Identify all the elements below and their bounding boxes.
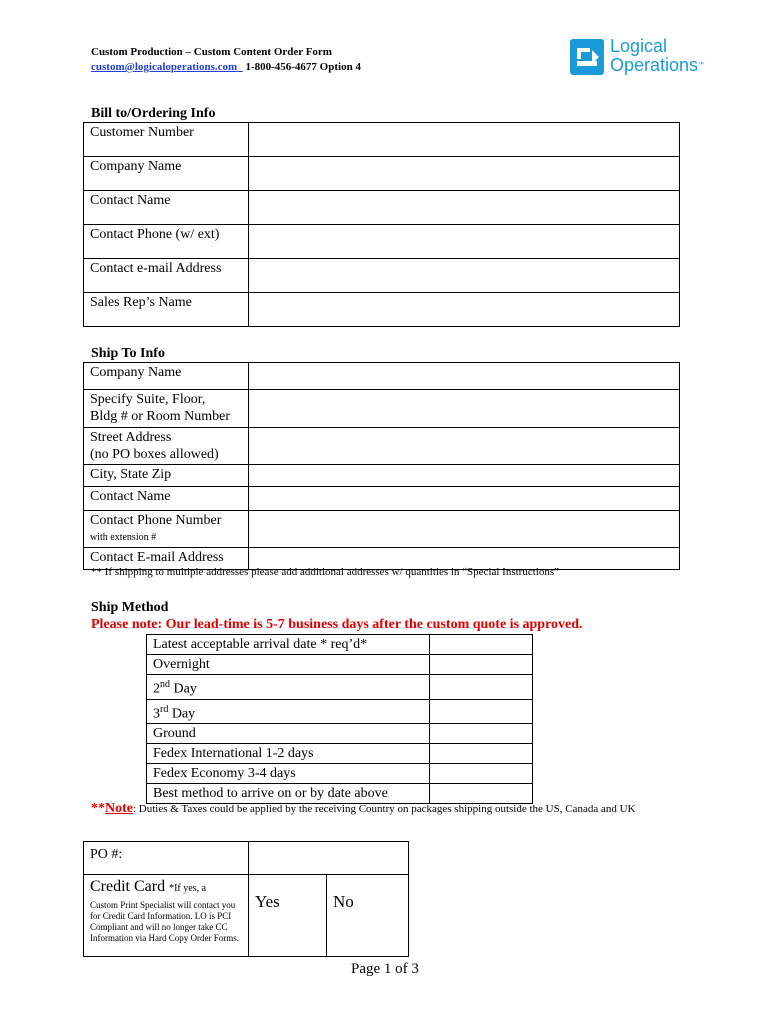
- phone-label-1: Contact Phone Number: [90, 513, 222, 528]
- table-row: [84, 428, 680, 465]
- ship-option-label: Fedex International 1-2 days: [147, 744, 430, 764]
- ship-method-heading: Ship Method: [91, 600, 169, 615]
- field-label: Contact E-mail Address: [84, 548, 249, 570]
- table-row: [147, 675, 533, 700]
- logo-line1: Logical: [610, 36, 668, 56]
- table-row: [84, 293, 680, 327]
- field-label: City, State Zip: [84, 465, 249, 487]
- second-day-field[interactable]: [430, 675, 533, 700]
- field-label: Sales Rep’s Name: [84, 293, 249, 327]
- field-label: Contact Name: [84, 191, 249, 225]
- duties-note: [91, 801, 635, 817]
- contact-email-field[interactable]: [249, 259, 680, 293]
- logo-trademark: ™: [698, 62, 705, 68]
- credit-card-yes-option[interactable]: Yes: [249, 875, 327, 957]
- logo-wordmark: [610, 37, 704, 75]
- company-name-field[interactable]: [249, 157, 680, 191]
- contact-line: [91, 61, 361, 73]
- field-label: [84, 390, 249, 428]
- field-label: Company Name: [84, 157, 249, 191]
- duties-note-word: Note: [105, 801, 133, 816]
- second-day-num: 2: [153, 681, 160, 697]
- field-label: Customer Number: [84, 123, 249, 157]
- page-number: Page 1 of 3: [351, 961, 419, 977]
- ship-method-table: [146, 634, 533, 804]
- contact-phone-field[interactable]: [249, 225, 680, 259]
- bill-to-table: [83, 122, 680, 327]
- suite-label-2: Bldg # or Room Number: [90, 409, 230, 424]
- logical-operations-logo-icon: [570, 39, 606, 77]
- table-row: [84, 191, 680, 225]
- customer-number-field[interactable]: [249, 123, 680, 157]
- suite-label-1: Specify Suite, Floor,: [90, 392, 206, 407]
- logo-line2: Operations: [610, 55, 699, 75]
- credit-card-title: Credit Card: [90, 878, 170, 895]
- table-row: [84, 390, 680, 428]
- sales-rep-field[interactable]: [249, 293, 680, 327]
- ship-company-field[interactable]: [249, 363, 680, 390]
- second-day-text: Day: [170, 681, 197, 697]
- table-row: [84, 487, 680, 511]
- credit-card-description: Custom Print Specialist will contact you for Credit Card Information. LO is PCI Compliant and will no longer take CC Information via Hard Copy Order Forms.: [90, 900, 239, 943]
- table-row: [147, 744, 533, 764]
- contact-phone: 1-800-456-4677 Option 4: [245, 61, 361, 73]
- email-underline-space: [237, 61, 243, 73]
- credit-card-if-yes: *If yes, a: [169, 883, 207, 894]
- third-day-sup: rd: [160, 703, 169, 715]
- ship-suite-field[interactable]: [249, 390, 680, 428]
- table-row: [84, 511, 680, 548]
- third-day-num: 3: [153, 706, 160, 722]
- ground-field[interactable]: [430, 724, 533, 744]
- bill-to-heading: Bill to/Ordering Info: [91, 106, 216, 121]
- table-row: [147, 699, 533, 724]
- multiple-address-note: ** If shipping to multiple addresses please add additional addresses w/ quantities in “Special Instructions”: [91, 566, 560, 578]
- table-row: [147, 764, 533, 784]
- ship-option-label: Fedex Economy 3-4 days: [147, 764, 430, 784]
- table-row: [147, 655, 533, 675]
- ship-option-label: [147, 699, 430, 724]
- po-number-field[interactable]: [249, 842, 409, 875]
- contact-name-field[interactable]: [249, 191, 680, 225]
- ship-street-field[interactable]: [249, 428, 680, 465]
- field-label: Contact Name: [84, 487, 249, 511]
- arrival-date-field[interactable]: [430, 635, 533, 655]
- table-row: [84, 875, 409, 957]
- ship-to-table: [83, 362, 680, 570]
- second-day-sup: nd: [160, 679, 170, 690]
- table-row: [84, 123, 680, 157]
- street-label-2: (no PO boxes allowed): [90, 447, 219, 462]
- duties-prefix: **: [91, 801, 105, 816]
- ship-city-field[interactable]: [249, 465, 680, 487]
- field-label: [84, 428, 249, 465]
- table-row: [147, 724, 533, 744]
- table-row: [84, 842, 409, 875]
- field-label: Contact e-mail Address: [84, 259, 249, 293]
- field-label: [84, 511, 249, 548]
- ship-option-label: Best method to arrive on or by date above: [147, 784, 430, 804]
- phone-label-2: with extension #: [90, 532, 157, 543]
- ship-option-label: Overnight: [147, 655, 430, 675]
- logo-line2-wrap: [610, 56, 704, 75]
- credit-card-no-option[interactable]: No: [327, 875, 409, 957]
- credit-card-heading: [90, 878, 242, 898]
- ship-contact-field[interactable]: [249, 487, 680, 511]
- credit-card-cell: [84, 875, 249, 957]
- table-row: [84, 465, 680, 487]
- table-row: [84, 225, 680, 259]
- table-row: [147, 635, 533, 655]
- ship-option-label: Latest acceptable arrival date * req’d*: [147, 635, 430, 655]
- ship-to-heading: Ship To Info: [91, 346, 165, 361]
- lead-time-note: Please note: Our lead-time is 5-7 business days after the custom quote is approved.: [91, 617, 583, 632]
- table-row: [84, 157, 680, 191]
- third-day-text: Day: [168, 706, 196, 722]
- fedex-international-field[interactable]: [430, 744, 533, 764]
- ship-option-label: Ground: [147, 724, 430, 744]
- payment-table: [83, 841, 409, 957]
- form-title: Custom Production – Custom Content Order Form: [91, 46, 332, 58]
- third-day-field[interactable]: [430, 699, 533, 724]
- ship-option-label: [147, 675, 430, 700]
- ship-phone-field[interactable]: [249, 511, 680, 548]
- table-row: [84, 259, 680, 293]
- overnight-field[interactable]: [430, 655, 533, 675]
- po-label: PO #:: [84, 842, 249, 875]
- field-label: Company Name: [84, 363, 249, 390]
- duties-text: : Duties & Taxes could be applied by the receiving Country on packages shipping outside the US, Canada and UK: [133, 803, 636, 815]
- contact-email-link[interactable]: custom@logicaloperations.com: [91, 61, 238, 73]
- field-label: Contact Phone (w/ ext): [84, 225, 249, 259]
- table-row: [84, 363, 680, 390]
- street-label-1: Street Address: [90, 430, 172, 445]
- fedex-economy-field[interactable]: [430, 764, 533, 784]
